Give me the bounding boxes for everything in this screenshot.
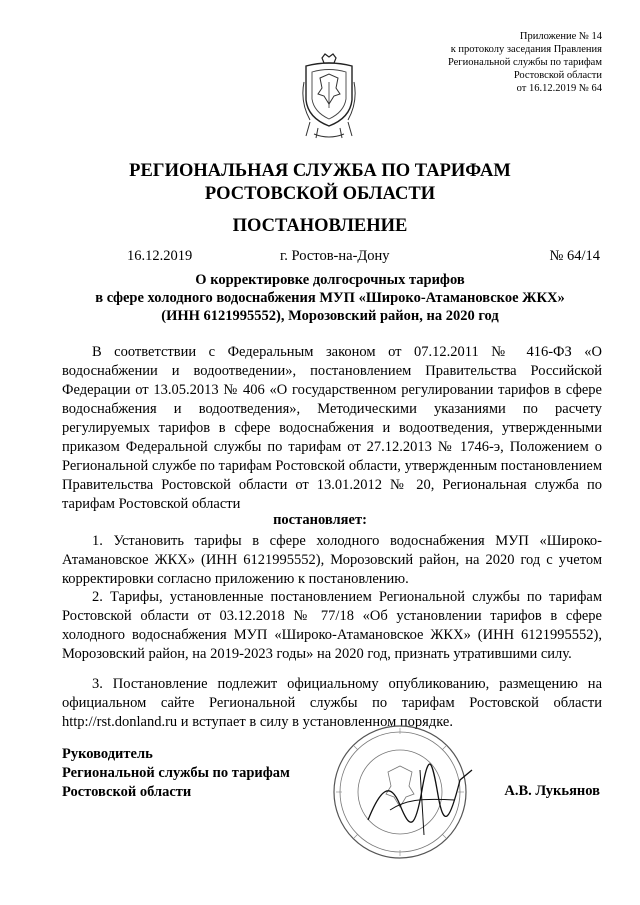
appendix-line: Региональной службы по тарифам: [447, 57, 602, 68]
preamble-paragraph: В соответствии с Федеральным законом от 07.12.2011 № 416-ФЗ «О водоснабжении и водоотведении», постановлением Правительства Российской Федерации от 13.05.2013 № 406 «О государственном регулировании тарифов в сфере водоснабжения и водоотведения», Методическими указаниями по расчету регулируемых тарифов в сфере водоснабжения и водоотведения, утвержденными приказом Федеральной службы по тарифам от 27.12.2013 № 1746-э, Положением о Региональной службе по тарифам Ростовской области, утвержденным постановлением Правительства Ростовской области от 13.01.2012 № 20, Региональная служба по тарифам Ростовской области: [62, 344, 602, 512]
document-type: ПОСТАНОВЛЕНИЕ: [232, 216, 408, 236]
handwritten-signature-icon: [360, 750, 480, 850]
signer-title-line: Руководитель: [62, 746, 153, 762]
subject-line: (ИНН 6121995552), Морозовский район, на 2020 год: [161, 308, 499, 324]
item-paragraph: 1. Установить тарифы в сфере холодного водоснабжения МУП «Широко-Атамановское ЖКХ» (ИНН 6121995552), Морозовский район, на 2020 год с учетом корректировки согласно приложению к постановлению.: [62, 533, 602, 587]
appendix-line: к протоколу заседания Правления: [450, 44, 602, 55]
org-line: РОСТОВСКОЙ ОБЛАСТИ: [204, 184, 436, 204]
signer-title-line: Региональной службы по тарифам: [62, 765, 290, 781]
appendix-line: Ростовской области: [513, 70, 602, 81]
document-number: № 64/14: [549, 248, 600, 264]
document-place: г. Ростов-на-Дону: [280, 248, 390, 264]
subject-line: О корректировке долгосрочных тарифов: [195, 272, 465, 288]
appendix-note: [382, 30, 602, 95]
appendix-line: Приложение № 14: [519, 31, 602, 42]
item-paragraph: 2. Тарифы, установленные постановлением Региональной службы по тарифам Ростовской области от 03.12.2018 № 77/18 «Об установлении тарифов в сфере холодного водоснабжения МУП «Широко-Атамановское ЖКХ» (ИНН 6121995552), Морозовский район, на 2019-2023 годы» на 2020 год, признать утратившими силу.: [62, 589, 602, 662]
subject-line: в сфере холодного водоснабжения МУП «Широко-Атамановское ЖКХ»: [95, 290, 565, 306]
signer-title-line: Ростовской области: [62, 784, 192, 800]
org-line: РЕГИОНАЛЬНАЯ СЛУЖБА ПО ТАРИФАМ: [129, 161, 511, 181]
document-date: 16.12.2019: [127, 248, 193, 264]
signer-title: [62, 745, 290, 802]
rostov-coat-of-arms-icon: [300, 52, 358, 142]
document-subject: [60, 271, 600, 325]
organization-name: [0, 160, 640, 206]
signer-name: А.В. Лукьянов: [504, 783, 600, 799]
appendix-line: от 16.12.2019 № 64: [516, 83, 602, 94]
item-paragraph: 3. Постановление подлежит официальному опубликованию, размещению на официальном сайте Региональной службы по тарифам Ростовской области http://rst.donland.ru и вступает в силу в установленном порядке.: [62, 676, 602, 730]
decree-word: постановляет:: [273, 512, 367, 528]
